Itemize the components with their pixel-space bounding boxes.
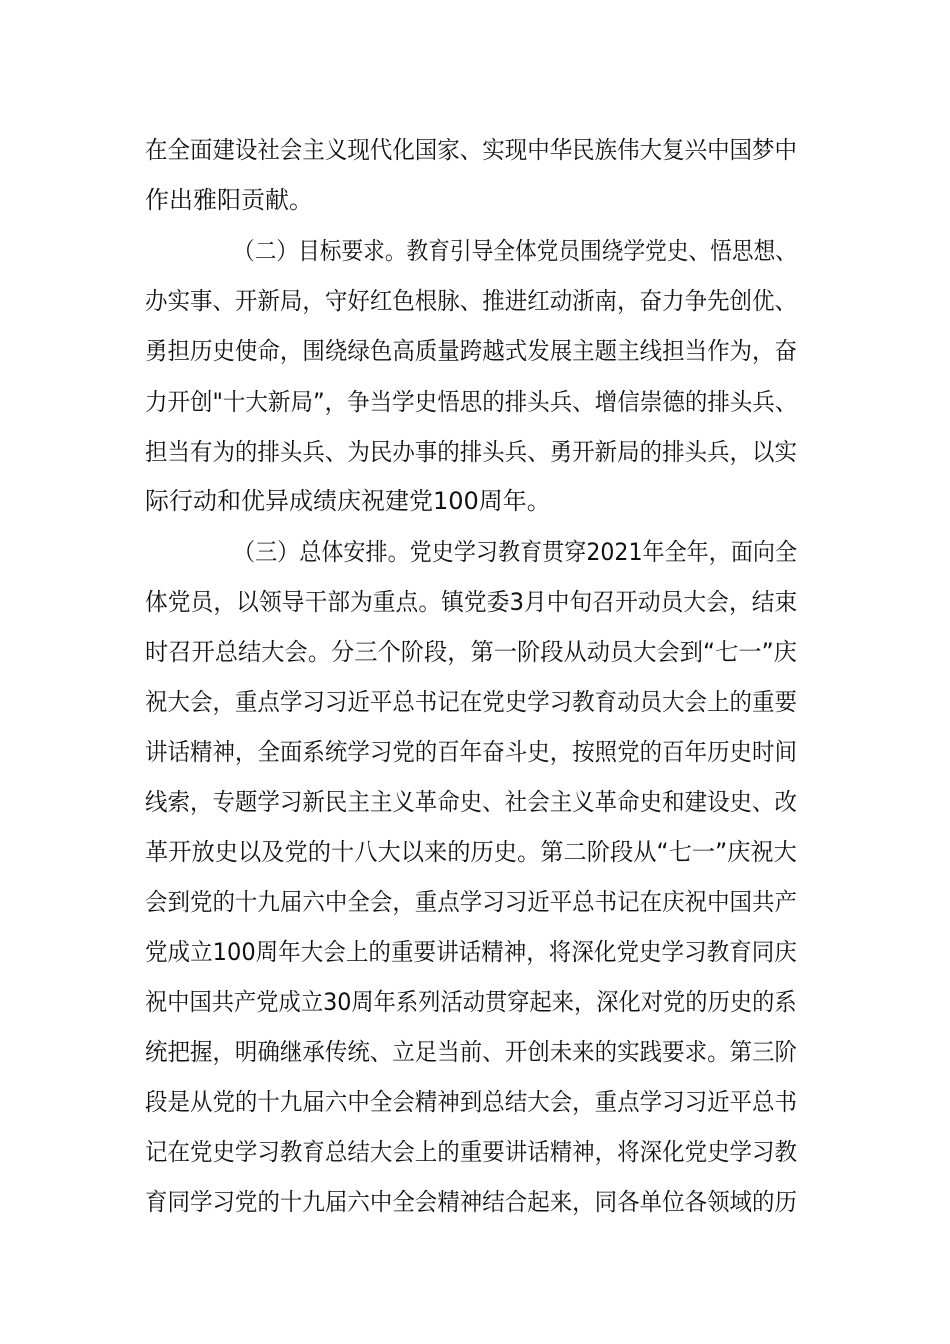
text-line: 在全面建设社会主义现代化国家、实现中华民族伟大复兴中国梦中 <box>145 136 798 164</box>
text-line: 作出雅阳贡献。 <box>145 186 313 214</box>
text-line: 办实事、开新局，守好红色根脉、推进红动浙南，奋力争先创优、 <box>145 287 798 315</box>
text-line: 勇担历史使命，围绕绿色高质量跨越式发展主题主线担当作为，奋 <box>145 337 798 365</box>
text-line: 会到党的十九届六中全会，重点学习习近平总书记在庆祝中国共产 <box>145 888 798 916</box>
text-line: 线索，专题学习新民主主义革命史、社会主义革命史和建设史、改 <box>145 788 798 816</box>
text-line: 时召开总结大会。分三个阶段，第一阶段从动员大会到“七一”庆 <box>145 638 797 666</box>
text-line: 统把握，明确继承传统、立足当前、开创未来的实践要求。第三阶 <box>145 1038 798 1066</box>
text-line: 力开创"十大新局”，争当学史悟思的排头兵、增信崇德的排头兵、 <box>145 388 798 416</box>
text-line: 讲话精神，全面系统学习党的百年奋斗史，按照党的百年历史时间 <box>145 738 798 766</box>
text-line: 记在党史学习教育总结大会上的重要讲话精神，将深化党史学习教 <box>145 1138 798 1166</box>
text-line: 体党员，以领导干部为重点。镇党委3月中旬召开动员大会，结束 <box>145 588 798 616</box>
text-line: 党成立100周年大会上的重要讲话精神，将深化党史学习教育同庆 <box>145 938 797 966</box>
text-line: 际行动和优异成绩庆祝建党100周年。 <box>145 487 551 515</box>
text-line: 育同学习党的十九届六中全会精神结合起来，同各单位各领域的历 <box>145 1188 798 1216</box>
paragraph-heading-line: （二）目标要求。教育引导全体党员围绕学党史、悟思想、 <box>233 237 797 265</box>
text-line: 革开放史以及党的十八大以来的历史。第二阶段从“七一”庆祝大 <box>145 838 797 866</box>
paragraph-heading-line: （三）总体安排。党史学习教育贯穿2021年全年，面向全 <box>233 538 798 566</box>
text-line: 祝中国共产党成立30周年系列活动贯穿起来，深化对党的历史的系 <box>145 988 797 1016</box>
text-line: 段是从党的十九届六中全会精神到总结大会，重点学习习近平总书 <box>145 1088 798 1116</box>
text-line: 祝大会，重点学习习近平总书记在党史学习教育动员大会上的重要 <box>145 688 798 716</box>
text-line: 担当有为的排头兵、为民办事的排头兵、勇开新局的排头兵，以实 <box>145 438 798 466</box>
